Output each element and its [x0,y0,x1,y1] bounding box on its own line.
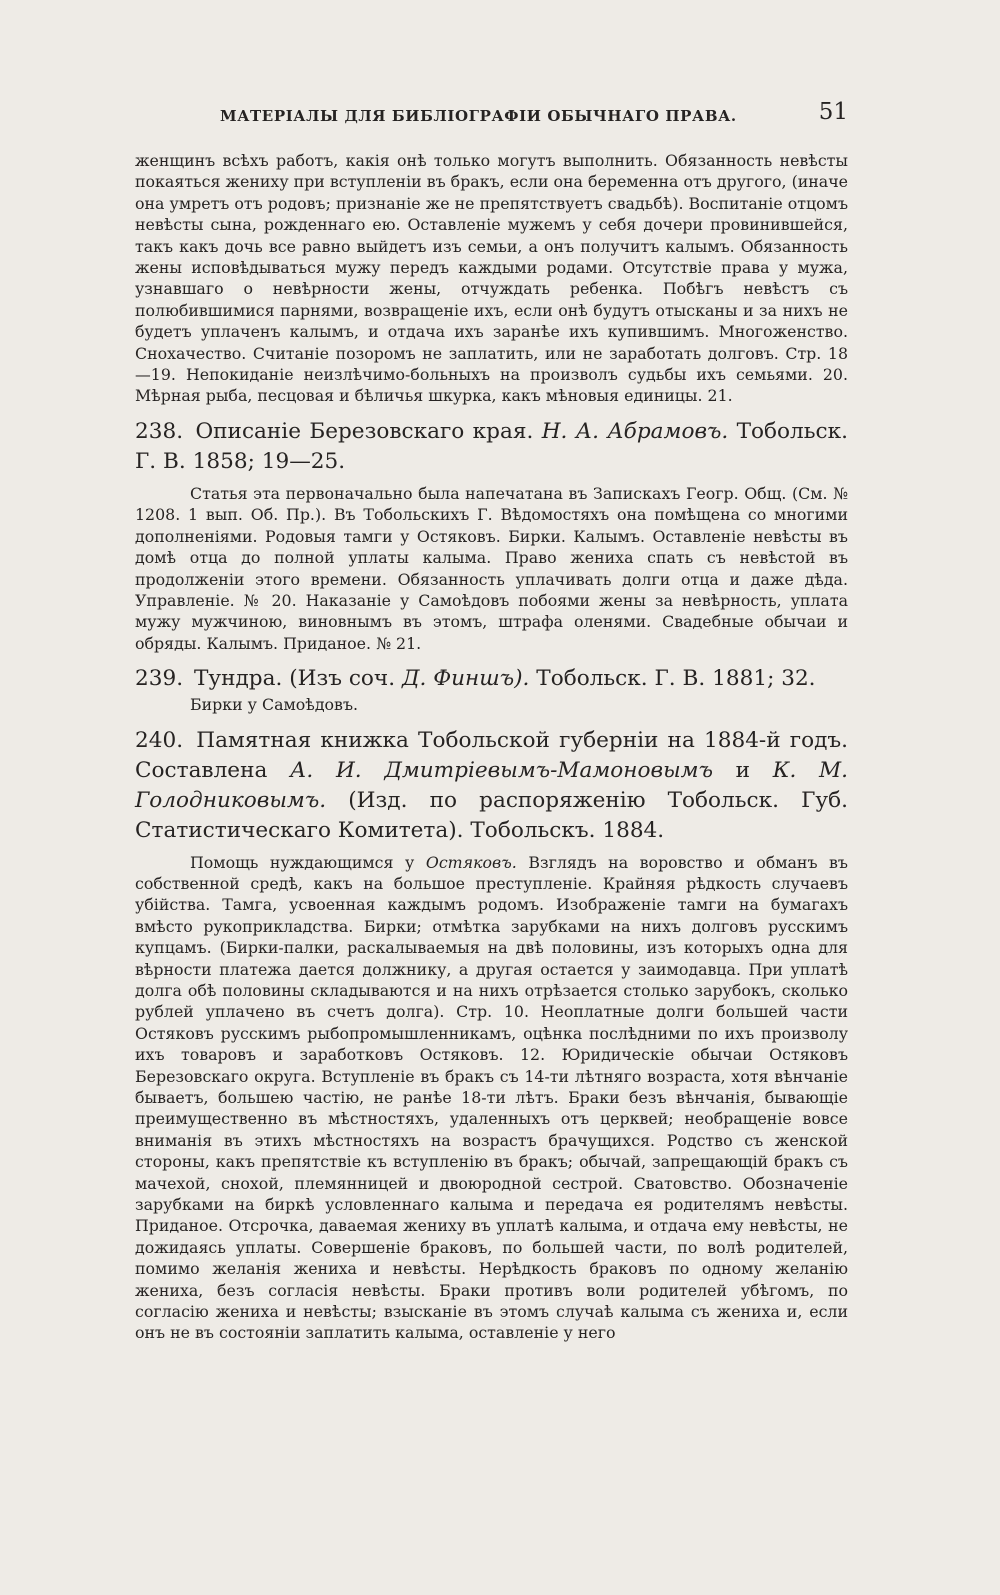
entry-title: Памятная книжка Тобольской губерніи на 1884-й годъ. Составлена [135,727,848,783]
continued-paragraph: женщинъ всѣхъ работъ, какія онѣ только могутъ выполнить. Обязанность невѣсты покаяться жениху при вступленіи въ бракъ, если она беременна отъ другого, (иначе она умретъ отъ родовъ; признаніе же не препятствуетъ свадьбѣ). Воспитаніе отцомъ невѣсты сына, рожденнаго ею. Оставленіе мужемъ у себя дочери провинившейся, такъ какъ дочь все равно выйдетъ изъ семьи, а онъ получитъ калымъ. Обязанность жены исповѣдываться мужу передъ каждыми родами. Отсутствіе права у мужа, узнавшаго о невѣрности жены, отчуждать ребенка. Побѣгъ невѣстъ съ полюбившимися парнями, возвращеніе ихъ, если онѣ будутъ отысканы и за нихъ не будетъ уплаченъ калымъ, и отдача ихъ заранѣе ихъ купившимъ. Многоженство. Снохачество. Считаніе позоромъ не заплатить, или не заработать долговъ. Стр. 18—19. Непокиданіе неизлѣчимо-больныхъ на произволъ судьбы ихъ семьями. 20. Мѣрная рыба, песцовая и бѣличья шкурка, какъ мѣновыя единицы. 21. [135,151,848,406]
page-header [135,99,848,131]
entry-239-annotation: Бирки у Самоѣдовъ. [190,695,359,715]
entry-240-heading [135,726,848,846]
entry-title: Описаніе Березовскаго края. [195,418,534,444]
annotation-italic: Остяковъ. [425,852,517,872]
entry-author-1: А. И. Дмитріевымъ-Мамоновымъ [290,757,713,783]
annotation-lead: Помощь нуждающимся у [190,852,415,872]
entry-238-annotation: Статья эта первоначально была напечатана въ Запискахъ Геогр. Общ. (См. № 1208. 1 вып. Об. Пр.). Въ Тобольскихъ Г. Вѣдомостяхъ она помѣщена со многими дополненіями. Родовыя тамги у Остяковъ. Бирки. Калымъ. Оставленіе невѣсты въ домѣ отца до полной уплаты калыма. Право жениха спать съ невѣстой въ продолженіи этого времени. Обязанность уплачивать долги отца и даже дѣда. Управленіе. № 20. Наказаніе у Самоѣдовъ побоями жены за невѣрность, уплата мужу мужчиною, виновнымъ въ этомъ, штрафа оленями. Свадебные обычаи и обряды. Калымъ. Приданое. № 21. [135,483,848,653]
entry-source: (Изд. по распоряженію Тобольск. Губ. Статистическаго Комитета). Тобольскъ. 1884. [135,787,848,843]
entry-source: Тобольск. Г. В. 1881; 32. [536,666,816,692]
entry-source: Тобольск. Г. В. 1858; 19—25. [135,418,848,474]
entry-author: Д. Финшъ). [401,666,530,692]
page-content [135,150,848,1344]
page-number: 51 [818,99,848,125]
entry-number: 239. [135,666,184,692]
entry-author-2: К. М. Голодниковымъ. [135,757,848,813]
entry-240-annotation [135,852,848,1344]
entry-238-heading [135,417,848,477]
entry-number: 240. [135,727,184,753]
annotation-rest: Взглядъ на воровство и обманъ въ собственной средѣ, какъ на большое преступленіе. Крайняя рѣдкость случаевъ убійства. Тамга, усвоенная каждымъ родомъ. Изображеніе тамги на бумагахъ вмѣсто рукоприкладства. Бирки; отмѣтка зарубками на нихъ долговъ русскимъ купцамъ. (Бирки-палки, раскалываемыя на двѣ половины, изъ которыхъ одна для вѣрности платежа дается должнику, а другая остается у заимодавца. При уплатѣ долга обѣ половины складываются и на нихъ отрѣзается столько зарубокъ, сколько рублей уплачено въ счетъ долга). Стр. 10. Неоплатные долги большей части Остяковъ русскимъ рыбопромышленникамъ, оцѣнка послѣдними по ихъ произволу ихъ товаровъ и заработковъ Остяковъ. 12. Юридическіе обычаи Остяковъ Березовскаго округа. Вступленіе въ бракъ съ 14-ти лѣтняго возраста, хотя вѣнчаніе бываетъ, большею частію, не ранѣе 18-ти лѣтъ. Браки безъ вѣнчанія, бывающіе преимущественно въ мѣстностяхъ, удаленныхъ отъ церквей; необращеніе вовсе вниманія въ этихъ мѣстностяхъ на возрастъ брачущихся. Родство съ женской стороны, какъ препятствіе къ вступленію въ бракъ; обычай, запрещающій бракъ съ мачехой, снохой, племянницей и двоюродной сестрой. Сватовство. Обозначеніе зарубками на биркѣ условленнаго калыма и передача ея родителямъ невѣсты. Приданое. Отсрочка, даваемая жениху въ уплатѣ калыма, и отдача ему невѣсты, не дожидаясь уплаты. Совершеніе браковъ, по большей части, по волѣ родителей, помимо желанія жениха и невѣсты. Нерѣдкость браковъ по одному желанію жениха, безъ согласія невѣсты. Браки противъ воли родителей убѣгомъ, по согласію жениха и невѣсты; взысканіе въ этомъ случаѣ калыма съ жениха и, если онъ не въ состояніи заплатить калыма, оставленіе у него [135,852,848,1343]
entry-number: 238. [135,418,184,444]
entry-239-heading [135,664,848,694]
entry-title: Тундра. (Изъ соч. [193,666,396,692]
entry-author: Н. А. Абрамовъ. [541,418,729,444]
entry-connector: и [735,757,751,783]
running-title: МАТЕРІАЛЫ ДЛЯ БИБЛІОГРАФІИ ОБЫЧНАГО ПРАВА. [220,107,737,125]
